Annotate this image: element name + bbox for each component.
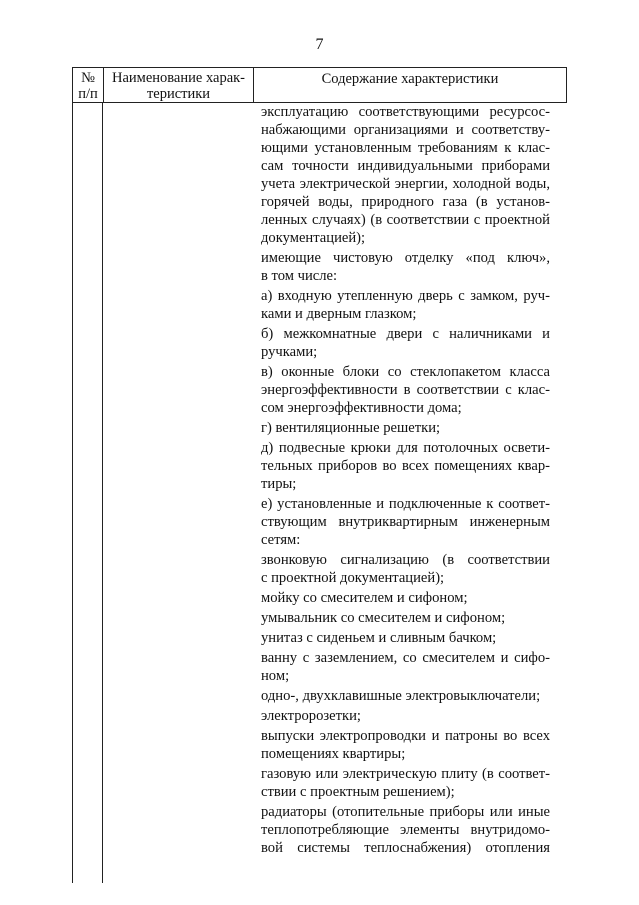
content-paragraph xyxy=(261,687,550,705)
content-line: набжающими организациями и соответству- xyxy=(261,122,550,138)
content-paragraph xyxy=(261,589,550,607)
content-line: с проектной документацией); xyxy=(261,570,445,586)
content-line: мойку со смесителем и сифоном; xyxy=(261,590,468,606)
content-line: документацией); xyxy=(261,230,366,246)
content-line: эксплуатацию соответствующими ресурсос- xyxy=(261,104,550,120)
content-line: ванну с заземлением, со смесителем и сифо- xyxy=(261,650,550,666)
content-paragraph xyxy=(261,325,550,361)
content-line: д) подвесные крюки для потолочных освети- xyxy=(261,440,550,456)
content-line: сетям: xyxy=(261,532,301,548)
content-paragraph xyxy=(261,249,550,285)
content-line: одно-, двухклавишные электровыключатели; xyxy=(261,688,541,704)
content-paragraph xyxy=(261,629,550,647)
content-line: е) установленные и подключенные к соответ- xyxy=(261,496,550,512)
header-number-line: п/п xyxy=(78,86,98,102)
column-number xyxy=(72,103,103,883)
header-name xyxy=(104,68,254,102)
content-line: а) входную утепленную дверь с замком, руч- xyxy=(261,288,550,304)
content-line: в) оконные блоки со стеклопакетом класса xyxy=(261,364,550,380)
content-line: помещениях квартиры; xyxy=(261,746,406,762)
content-line: газовую или электрическую плиту (в соответ- xyxy=(261,766,550,782)
content-paragraph xyxy=(261,707,550,725)
header-name-line: теристики xyxy=(146,86,211,102)
content-line: ющими установленным требованиям к клас- xyxy=(261,140,550,156)
content-line: ручками; xyxy=(261,344,318,360)
content-line: учета электрической энергии, холодной воды, xyxy=(261,176,550,192)
content-paragraph xyxy=(261,803,550,857)
content-paragraph xyxy=(261,439,550,493)
content-paragraph xyxy=(261,727,550,763)
content-paragraph xyxy=(261,495,550,549)
content-line: ствующим внутриквартирным инженерным xyxy=(261,514,550,530)
content-paragraph xyxy=(261,649,550,685)
content-line: радиаторы (отопительные приборы или иные xyxy=(261,804,550,820)
header-number xyxy=(73,68,104,102)
content-paragraph xyxy=(261,419,550,437)
content-paragraph xyxy=(261,287,550,323)
content-paragraph xyxy=(261,551,550,587)
column-content xyxy=(253,103,550,883)
content-line: ствии с проектным решением); xyxy=(261,784,455,800)
content-line: электророзетки; xyxy=(261,708,361,724)
content-line: унитаз с сиденьем и сливным бачком; xyxy=(261,630,497,646)
characteristics-table xyxy=(72,67,567,883)
content-line: ленных случаях) (в соответствии с проектной xyxy=(261,212,550,228)
content-line: горячей воды, природного газа (в установ- xyxy=(261,194,550,210)
content-line: сом энергоэффективности дома; xyxy=(261,400,462,416)
content-line: теплопотребляющие элементы внутридомо- xyxy=(261,822,550,838)
content-line: вой системы теплоснабжения) отопления xyxy=(261,840,550,856)
content-paragraph xyxy=(261,609,550,627)
content-paragraph xyxy=(261,765,550,801)
content-paragraph xyxy=(261,103,550,247)
content-paragraph xyxy=(261,363,550,417)
content-line: в том числе: xyxy=(261,268,338,284)
content-line: тиры; xyxy=(261,476,297,492)
content-line: ном; xyxy=(261,668,290,684)
table-header xyxy=(72,67,567,103)
content-line: сам точности индивидуальными приборами xyxy=(261,158,550,174)
content-line: имеющие чистовую отделку «под ключ», xyxy=(261,250,550,266)
content-line: звонковую сигнализацию (в соответствии xyxy=(261,552,550,568)
table-body xyxy=(72,103,567,883)
content-line: умывальник со смесителем и сифоном; xyxy=(261,610,506,626)
header-content: Содержание характеристики xyxy=(321,71,499,87)
content-line: б) межкомнатные двери с наличниками и xyxy=(261,326,550,342)
content-line: ками и дверным глазком; xyxy=(261,306,417,322)
column-name xyxy=(103,103,253,883)
page-number: 7 xyxy=(315,36,324,53)
content-line: выпуски электропроводки и патроны во всех xyxy=(261,728,550,744)
content-line: энергоэффективности в соответствии с клас- xyxy=(261,382,550,398)
header-number-line: № xyxy=(81,70,95,86)
content-line: тельных приборов во всех помещениях квар- xyxy=(261,458,550,474)
content-line: г) вентиляционные решетки; xyxy=(261,420,441,436)
header-name-line: Наименование харак- xyxy=(111,70,245,86)
